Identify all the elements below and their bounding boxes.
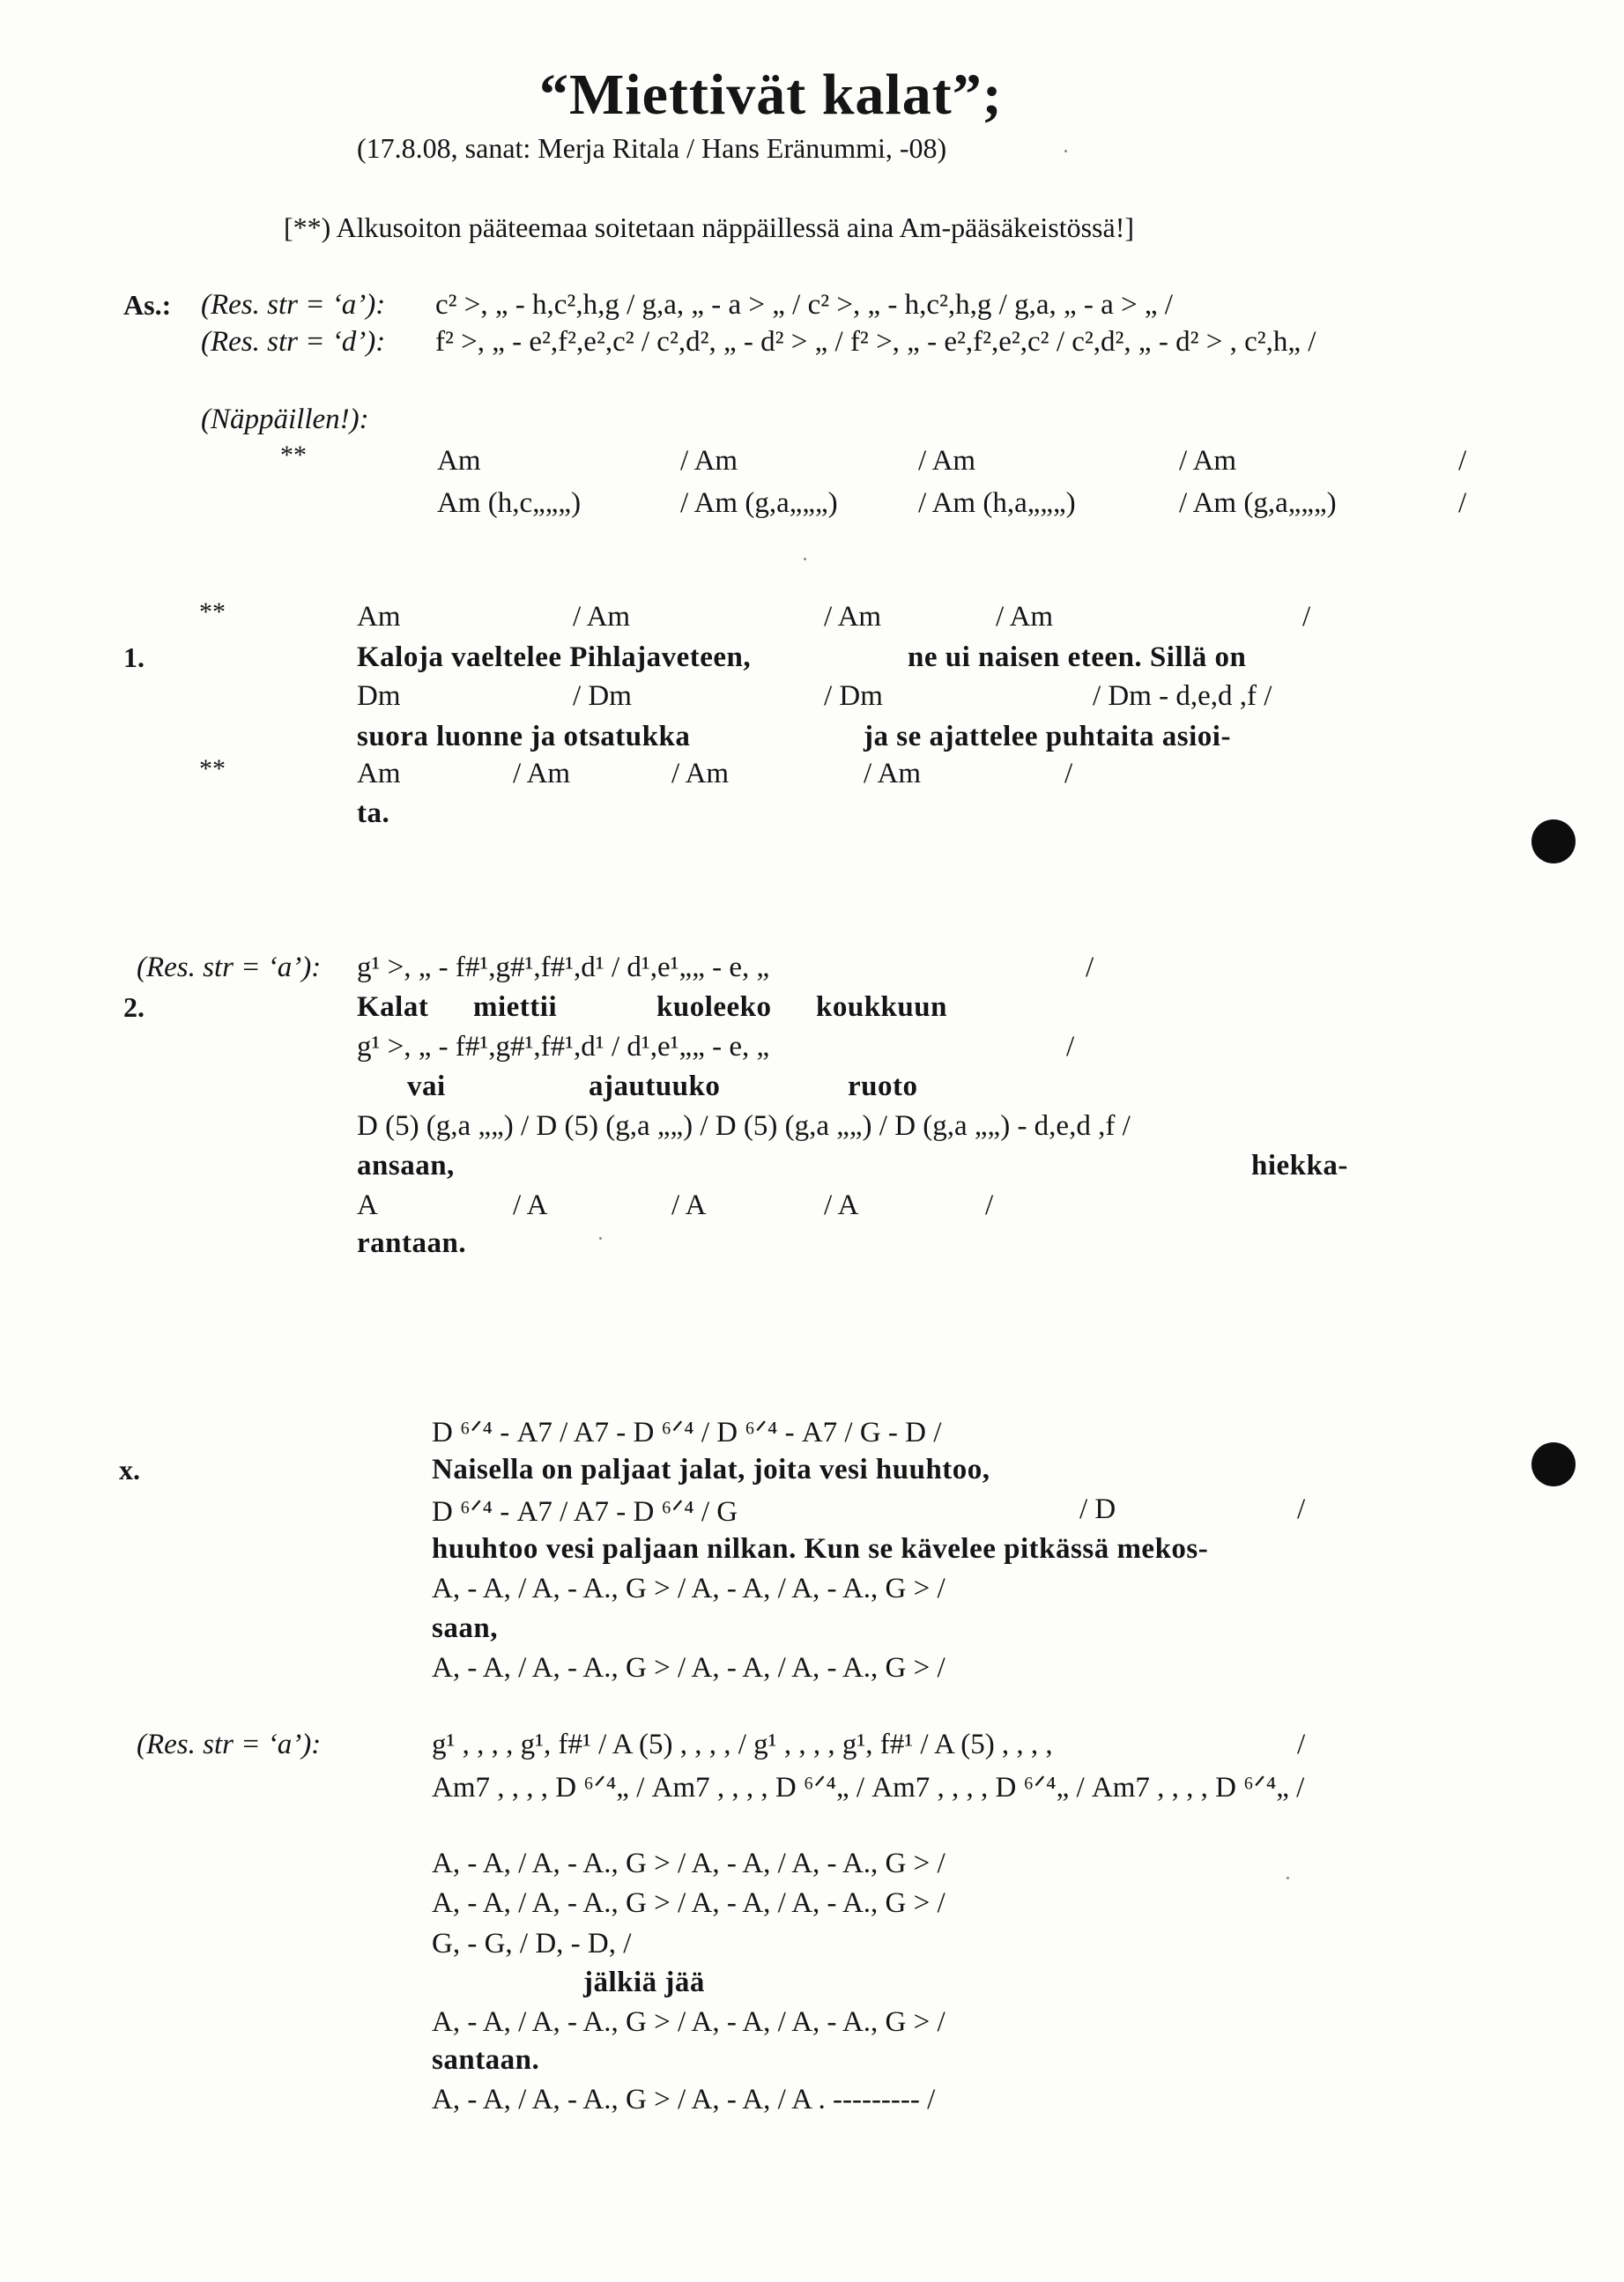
verse2-lyric: rantaan. <box>357 1227 467 1259</box>
outro-chord: A, - A, / A, - A., G > / A, - A, / A, - A., G > / <box>432 2006 945 2038</box>
verse2-chord: A <box>357 1189 378 1221</box>
versex-chord: A, - A, / A, - A., G > / A, - A, / A, - A., G > / <box>432 1652 945 1684</box>
speck <box>1287 1877 1289 1879</box>
outro-chord: A, - A, / A, - A., G > / A, - A, / A, - A., G > / <box>432 1887 945 1919</box>
verse2-lyric: hiekka- <box>1251 1150 1348 1182</box>
verse1-chord: / Am <box>513 758 571 789</box>
verse2-lyric: ajautuuko <box>589 1071 721 1102</box>
verse2-lyric: vai <box>407 1071 446 1102</box>
verse1-lyric: Kaloja vaeltelee Pihlajaveteen, <box>357 641 752 673</box>
versex-chord: D ⁶ᐟ⁴ - A7 / A7 - D ⁶ᐟ⁴ / D ⁶ᐟ⁴ - A7 / G - D / <box>432 1417 942 1448</box>
verse2-notes-end: / <box>1066 1031 1075 1063</box>
verse1-chord: / Dm <box>573 680 632 712</box>
versex-chord: A, - A, / A, - A., G > / A, - A, / A, - A., G > / <box>432 1573 945 1604</box>
verse2-lyric: Kalat <box>357 991 429 1023</box>
nappaillen-label: (Näppäillen!): <box>201 404 369 435</box>
verse1-lyric: ta. <box>357 797 390 829</box>
verse2-chord: / A <box>824 1189 859 1221</box>
versex-chord: / D <box>1079 1493 1116 1525</box>
outro-notes: Am7 , , , , D ⁶ᐟ⁴„ / Am7 , , , , D ⁶ᐟ⁴„ / Am7 , , , , D ⁶ᐟ⁴„ / Am7 , , , , D ⁶ᐟ⁴„ / <box>432 1772 1305 1804</box>
verse1-lyric: ne ui naisen eteen. Sillä on <box>908 641 1247 673</box>
punch-hole-top <box>1531 819 1576 863</box>
versex-chord: D ⁶ᐟ⁴ - A7 / A7 - D ⁶ᐟ⁴ / G <box>432 1496 738 1528</box>
verse2-chord: / A <box>513 1189 548 1221</box>
res-d-label: (Res. str = ‘d’): <box>201 326 386 358</box>
verse1-chord: / <box>1302 601 1311 633</box>
verse1-lyric: ja se ajattelee puhtaita asioi- <box>864 721 1231 752</box>
outro-chord: A, - A, / A, - A., G > / A, - A, / A . --------- / <box>432 2084 936 2115</box>
verse1-chord: Am <box>357 758 401 789</box>
verse2-lyric: miettii <box>473 991 558 1023</box>
versex-chord: / <box>1297 1493 1306 1525</box>
verse1-lyric: suora luonne ja otsatukka <box>357 721 691 752</box>
outro-lyric: santaan. <box>432 2044 540 2076</box>
page-subtitle: (17.8.08, sanat: Merja Ritala / Hans Eränummi, -08) <box>357 132 947 164</box>
intro-chord: / Am (g,a„„„) <box>680 487 838 519</box>
verse1-chord: / Am <box>996 601 1054 633</box>
intro-chord: Am <box>437 445 481 477</box>
punch-hole-bottom <box>1531 1442 1576 1486</box>
intro-label: As.: <box>123 289 172 321</box>
intro-chord: / Am <box>918 445 976 477</box>
verse2-chord: D (5) (g,a „„) / D (5) (g,a „„) / D (5) (g,a „„) / D (g,a „„) - d,e,d ,f / <box>357 1110 1131 1142</box>
intro-chord: Am (h,c„„„) <box>437 487 582 519</box>
intro-note: [**) Alkusoiton pääteemaa soitetaan näppäillessä aina Am-pääsäkeistössä!] <box>284 211 1135 243</box>
page-title: “Miettivät kalat”; <box>539 63 1003 127</box>
versex-number: x. <box>119 1454 140 1486</box>
speck <box>1064 150 1067 152</box>
verse2-lyric: ansaan, <box>357 1150 455 1182</box>
verse1-stars: ** <box>199 597 226 626</box>
versex-lyric: Naisella on paljaat jalat, joita vesi huuhtoo, <box>432 1454 990 1486</box>
intro-chord: / Am <box>680 445 738 477</box>
intro-stars: ** <box>280 441 307 470</box>
speck <box>599 1237 602 1240</box>
intro-chord: / Am <box>1179 445 1237 477</box>
verse1-number: 1. <box>123 641 145 673</box>
verse2-lyric: koukkuun <box>816 991 947 1023</box>
res-d-notes: f² >, „ - e²,f²,e²,c² / c²,d², „ - d² > „ / f² >, „ - e²,f²,e²,c² / c²,d², „ - d² > , c²,h„ / <box>435 326 1316 358</box>
res-a-notes: c² >, „ - h,c²,h,g / g,a, „ - a > „ / c² >, „ - h,c²,h,g / g,a, „ - a > „ / <box>435 289 1173 321</box>
outro-chord: G, - G, / D, - D, / <box>432 1928 632 1960</box>
outro-notes: g¹ , , , , g¹, f#¹ / A (5) , , , , / g¹ , , , , g¹, f#¹ / A (5) , , , , <box>432 1729 1053 1760</box>
outro-res-label: (Res. str = ‘a’): <box>137 1729 322 1760</box>
verse2-number: 2. <box>123 991 145 1023</box>
speck <box>804 558 806 560</box>
verse1-chord: / Am <box>671 758 730 789</box>
verse2-lyric: kuoleeko <box>656 991 772 1023</box>
verse1-chord: / Am <box>824 601 882 633</box>
verse1-chord: / <box>1064 758 1073 789</box>
intro-chord: / <box>1458 445 1467 477</box>
verse2-chord: / A <box>671 1189 707 1221</box>
intro-chord: / Am (h,a„„„) <box>918 487 1076 519</box>
verse2-notes: g¹ >, „ - f#¹,g#¹,f#¹,d¹ / d¹,e¹„„ - e, „ <box>357 952 770 983</box>
verse2-lyric: ruoto <box>848 1071 918 1102</box>
res-a-label: (Res. str = ‘a’): <box>201 289 386 321</box>
verse1-stars: ** <box>199 754 226 783</box>
versex-lyric: saan, <box>432 1612 498 1644</box>
verse1-chord: / Am <box>864 758 922 789</box>
verse2-chord: / <box>985 1189 994 1221</box>
verse1-chord: / Am <box>573 601 631 633</box>
verse2-notes-end: / <box>1086 952 1094 983</box>
outro-notes-end: / <box>1297 1729 1306 1760</box>
verse1-chord: Am <box>357 601 401 633</box>
verse1-chord: Dm <box>357 680 401 712</box>
versex-lyric: huuhtoo vesi paljaan nilkan. Kun se kävelee pitkässä mekos- <box>432 1533 1209 1565</box>
verse2-res-label: (Res. str = ‘a’): <box>137 952 322 983</box>
intro-chord: / Am (g,a„„„) <box>1179 487 1337 519</box>
outro-chord: A, - A, / A, - A., G > / A, - A, / A, - A., G > / <box>432 1848 945 1879</box>
verse2-notes: g¹ >, „ - f#¹,g#¹,f#¹,d¹ / d¹,e¹„„ - e, „ <box>357 1031 770 1063</box>
verse1-chord: / Dm <box>824 680 883 712</box>
intro-chord: / <box>1458 487 1467 519</box>
outro-lyric: jälkiä jää <box>583 1967 705 1998</box>
verse1-chord: / Dm - d,e,d ,f / <box>1093 680 1272 712</box>
